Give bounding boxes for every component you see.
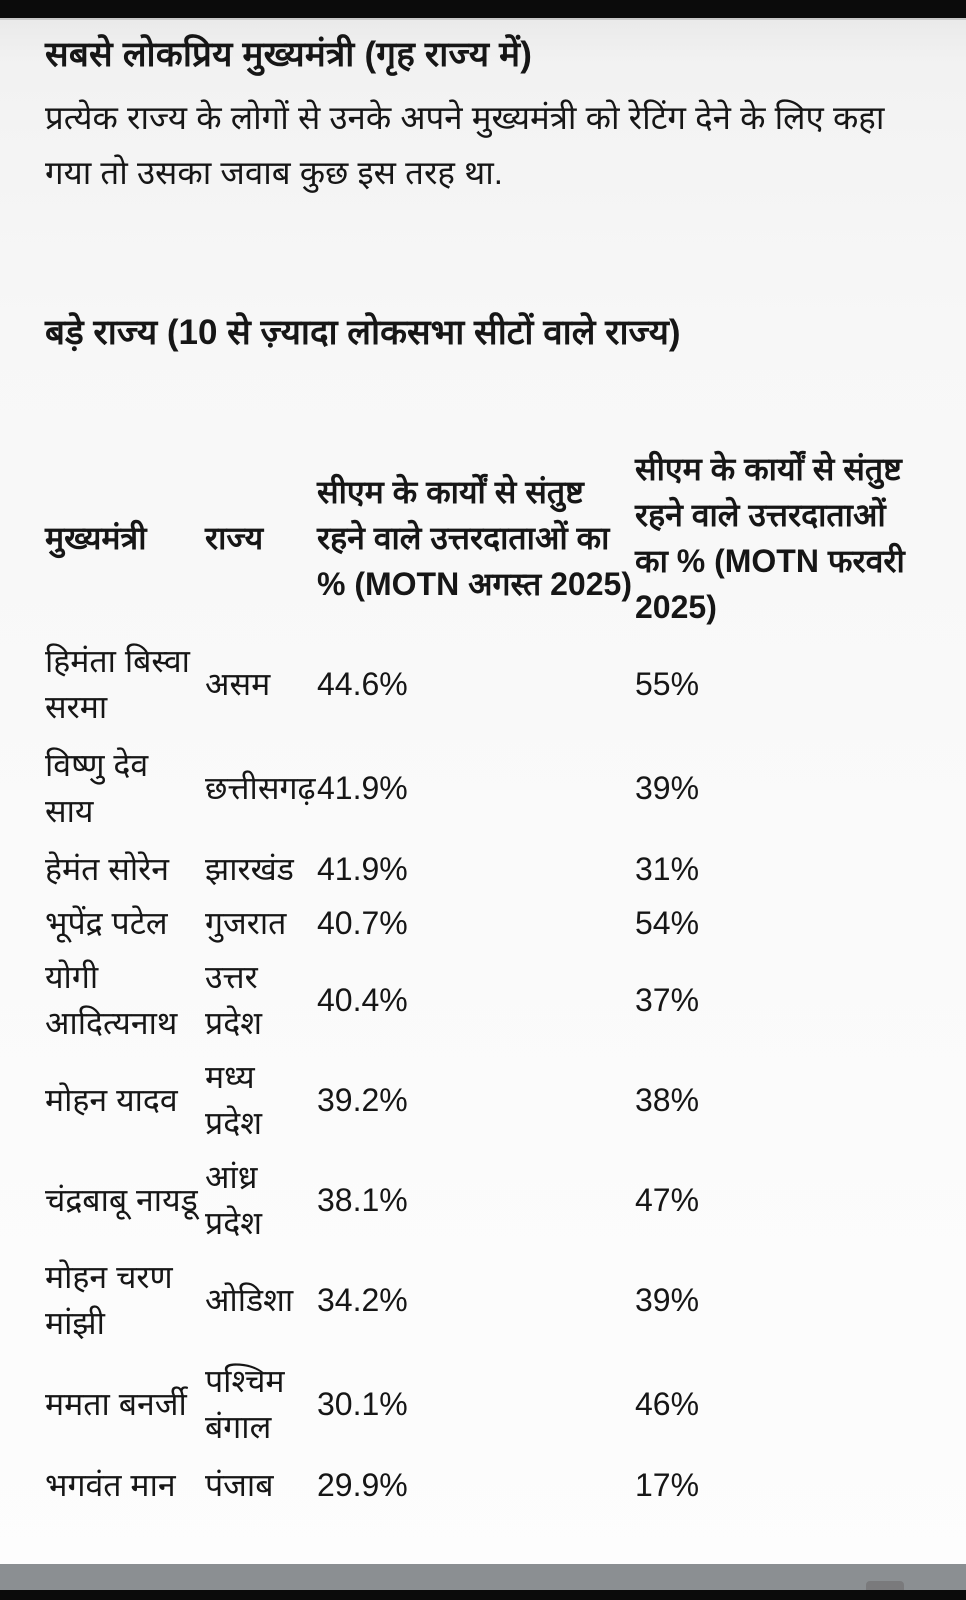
table-header-row bbox=[45, 442, 916, 634]
cell-aug-value: 29.9% bbox=[317, 1467, 408, 1503]
cm-ratings-table bbox=[45, 442, 916, 1512]
page-title: सबसे लोकप्रिय मुख्यमंत्री (गृह राज्य में) bbox=[45, 35, 533, 74]
cell-state: गुजरात bbox=[205, 905, 287, 941]
col-header-aug-2025: सीएम के कार्यों से संतुष्ट रहने वाले उत्तरदाताओं का % (MOTN अगस्त 2025) bbox=[317, 474, 632, 602]
cell-aug-value: 30.1% bbox=[317, 1386, 408, 1422]
col-header-cm: मुख्यमंत्री bbox=[45, 520, 147, 556]
cell-feb-value: 37% bbox=[635, 982, 700, 1018]
cell-state: मध्य प्रदेश bbox=[205, 1059, 262, 1141]
table-row bbox=[45, 842, 916, 896]
cell-feb-value: 46% bbox=[635, 1386, 700, 1422]
cell-feb-value: 39% bbox=[635, 1282, 700, 1318]
table-row bbox=[45, 1250, 916, 1350]
table-row bbox=[45, 634, 916, 734]
cell-aug-value: 41.9% bbox=[317, 770, 408, 806]
cell-state: आंध्र प्रदेश bbox=[205, 1159, 262, 1241]
cell-state: असम bbox=[205, 666, 271, 702]
cell-feb-value: 31% bbox=[635, 851, 700, 887]
cell-state: छत्तीसगढ़ bbox=[205, 770, 316, 806]
cell-feb-value: 39% bbox=[635, 770, 700, 806]
cell-cm: हेमंत सोरेन bbox=[45, 851, 170, 887]
cell-aug-value: 40.4% bbox=[317, 982, 408, 1018]
cell-feb-value: 17% bbox=[635, 1467, 700, 1503]
cell-state: पंजाब bbox=[205, 1467, 274, 1503]
cell-aug-value: 38.1% bbox=[317, 1182, 408, 1218]
cell-cm: हिमंता बिस्वा सरमा bbox=[45, 643, 190, 725]
cell-cm: चंद्रबाबू नायडू bbox=[45, 1182, 198, 1218]
intro-text: प्रत्येक राज्य के लोगों से उनके अपने मुख्यमंत्री को रेटिंग देने के लिए कहा गया तो उसका जवाब कुछ इस तरह था. bbox=[45, 99, 885, 191]
cell-aug-value: 44.6% bbox=[317, 666, 408, 702]
col-header-feb-2025: सीएम के कार्यों से संतुष्ट रहने वाले उत्तरदाताओं का % (MOTN फरवरी 2025) bbox=[635, 451, 905, 625]
cell-cm: भूपेंद्र पटेल bbox=[45, 905, 168, 941]
cell-aug-value: 34.2% bbox=[317, 1282, 408, 1318]
section-heading: बड़े राज्य (10 से ज़्यादा लोकसभा सीटों वाले राज्य) bbox=[45, 313, 681, 352]
cell-cm: विष्णु देव साय bbox=[45, 747, 149, 829]
cell-state: ओडिशा bbox=[205, 1282, 294, 1318]
cell-feb-value: 38% bbox=[635, 1082, 700, 1118]
cell-state: झारखंड bbox=[205, 851, 294, 887]
cell-aug-value: 40.7% bbox=[317, 905, 408, 941]
bottom-black-bar bbox=[0, 1590, 966, 1600]
col-header-state: राज्य bbox=[205, 520, 264, 556]
cell-cm: मोहन चरण मांझी bbox=[45, 1259, 173, 1341]
cell-feb-value: 54% bbox=[635, 905, 700, 941]
cell-state: उत्तर प्रदेश bbox=[205, 959, 262, 1041]
table-row bbox=[45, 1458, 916, 1512]
cell-cm: मोहन यादव bbox=[45, 1082, 178, 1118]
cell-feb-value: 47% bbox=[635, 1182, 700, 1218]
cell-aug-value: 41.9% bbox=[317, 851, 408, 887]
cell-cm: ममता बनर्जी bbox=[45, 1386, 187, 1422]
table-row bbox=[45, 1050, 916, 1150]
table-row bbox=[45, 896, 916, 950]
cell-cm: भगवंत मान bbox=[45, 1467, 176, 1503]
table-row bbox=[45, 1150, 916, 1250]
cell-state: पश्चिम बंगाल bbox=[205, 1363, 285, 1445]
scrub-bar-overlay[interactable] bbox=[0, 1564, 966, 1591]
cell-cm: योगी आदित्यनाथ bbox=[45, 959, 178, 1041]
table-row bbox=[45, 734, 916, 842]
cell-aug-value: 39.2% bbox=[317, 1082, 408, 1118]
cell-feb-value: 55% bbox=[635, 666, 700, 702]
table-row bbox=[45, 950, 916, 1050]
table-row bbox=[45, 1350, 916, 1458]
